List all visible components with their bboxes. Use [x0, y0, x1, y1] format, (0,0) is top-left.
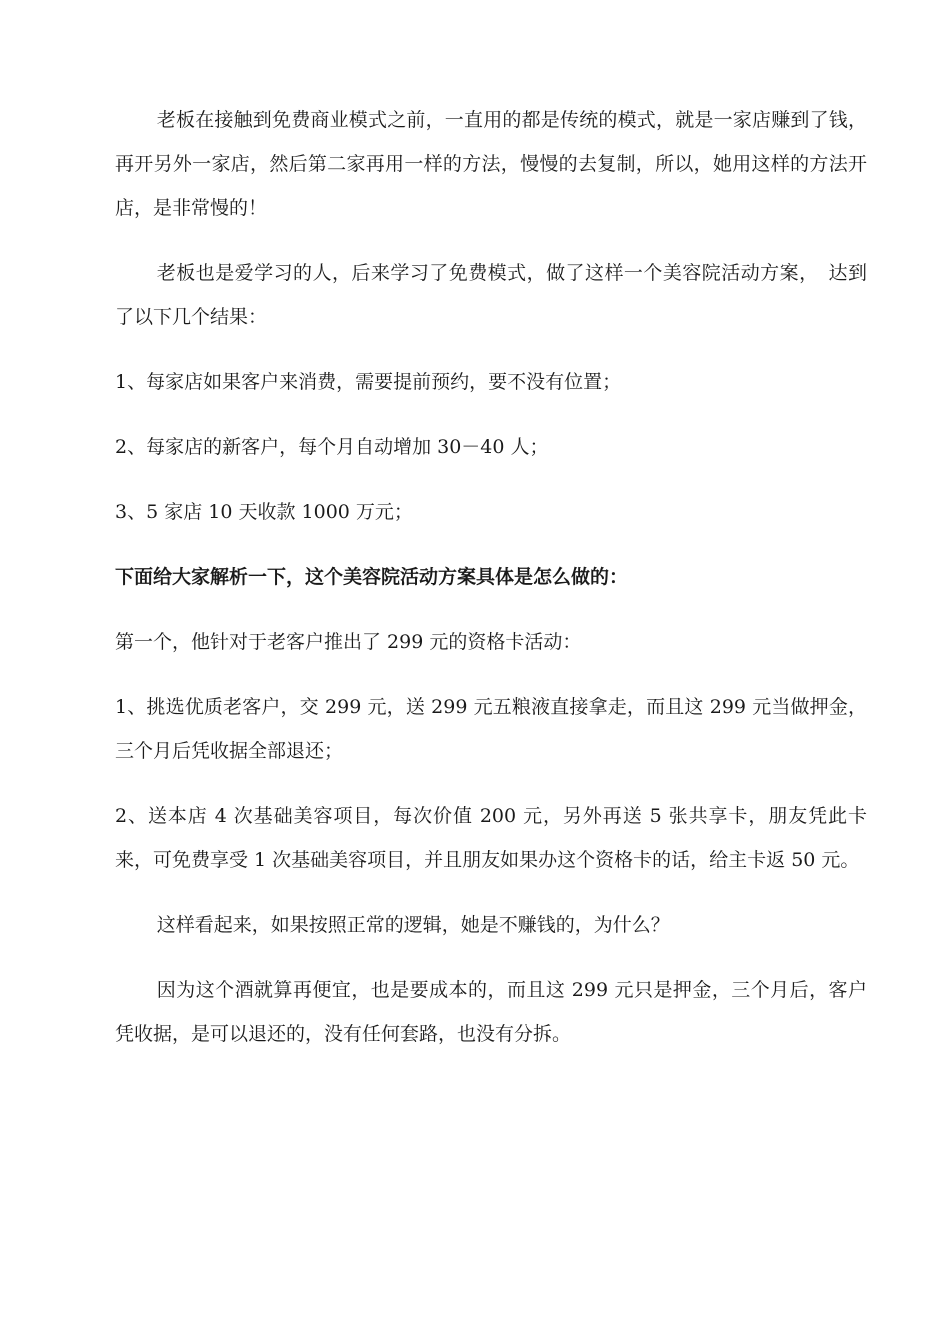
section-heading: 下面给大家解析一下，这个美容院活动方案具体是怎么做的： — [115, 566, 629, 588]
paragraph-results-intro: 老板也是爱学习的人，后来学习了免费模式，做了这样一个美容院活动方案， 达到了以下几个结果： — [115, 262, 867, 328]
paragraph-explanation: 因为这个酒就算再便宜，也是要成本的，而且这 299 元只是押金，三个月后，客户凭收据，是可以退还的，没有任何套路，也没有分拆。 — [115, 979, 867, 1045]
document-body — [115, 98, 867, 1077]
list-item-result-2: 2、每家店的新客户，每个月自动增加 30－40 人； — [115, 436, 549, 458]
paragraph-first-step: 第一个，他针对于老客户推出了 299 元的资格卡活动： — [115, 631, 582, 653]
list-item-result-1: 1、每家店如果客户来消费，需要提前预约，要不没有位置； — [115, 371, 622, 393]
list-item-step-1: 1、挑选优质老客户，交 299 元，送 299 元五粮液直接拿走，而且这 299 元当做押金，三个月后凭收据全部退还； — [115, 696, 867, 762]
list-item-step-2: 2、送本店 4 次基础美容项目，每次价值 200 元，另外再送 5 张共享卡，朋友凭此卡来，可免费享受 1 次基础美容项目，并且朋友如果办这个资格卡的话，给主卡返 50 元。 — [115, 805, 867, 871]
paragraph-question: 这样看起来，如果按照正常的逻辑，她是不赚钱的，为什么？ — [156, 914, 670, 936]
list-item-result-3: 3、5 家店 10 天收款 1000 万元； — [115, 501, 413, 523]
paragraph-intro: 老板在接触到免费商业模式之前，一直用的都是传统的模式，就是一家店赚到了钱，再开另外一家店，然后第二家再用一样的方法，慢慢的去复制，所以，她用这样的方法开店，是非常慢的！ — [115, 109, 867, 219]
